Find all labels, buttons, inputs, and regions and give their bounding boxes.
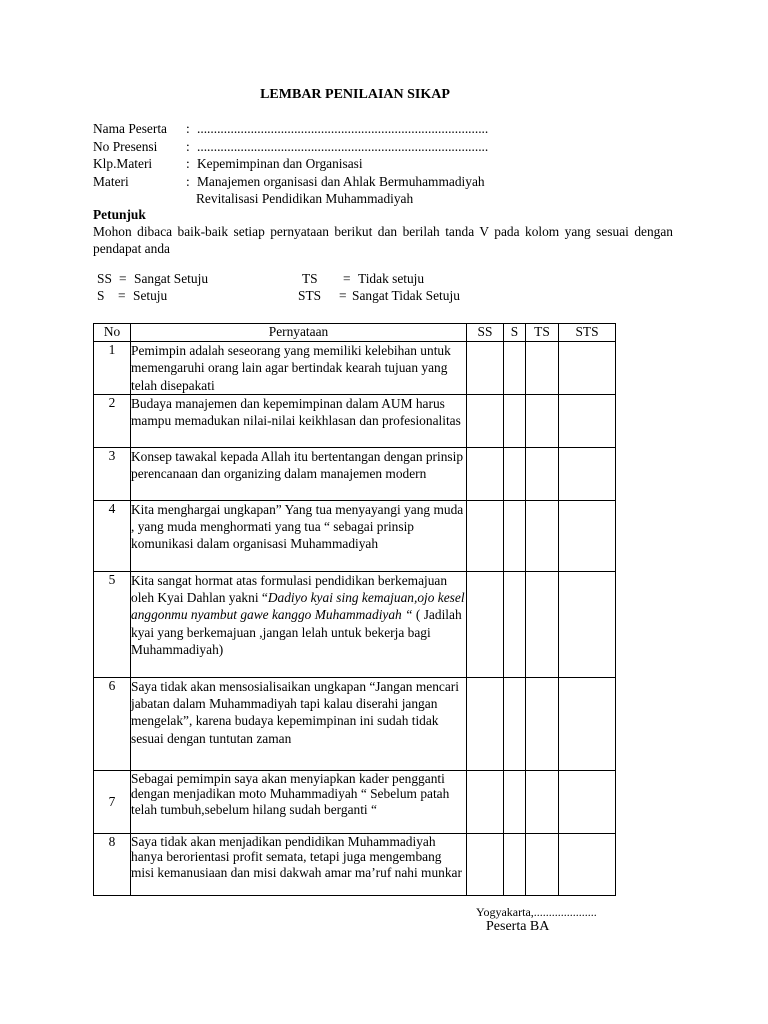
answer-cell-s[interactable]	[504, 770, 526, 833]
nama-peserta-label: Nama Peserta	[93, 121, 167, 136]
row-number: 2	[94, 394, 131, 447]
legend-eq: =	[118, 288, 126, 303]
statement-text-quote: Dadiyo kyai sing kemajuan,ojo kesel anggonmu nyambut gawe kanggo Muhammadiyah “	[131, 590, 465, 623]
answer-cell-s[interactable]	[504, 833, 526, 895]
table-row	[94, 342, 616, 395]
statement-text	[131, 571, 467, 677]
answer-cell-ts[interactable]	[526, 394, 559, 447]
answer-cell-ts[interactable]	[526, 500, 559, 571]
legend-sts-abbr: STS	[298, 288, 322, 303]
klp-materi-label: Klp.Materi	[93, 156, 153, 171]
answer-cell-sts[interactable]	[559, 447, 616, 500]
answer-cell-s[interactable]	[504, 677, 526, 770]
answer-cell-ss[interactable]	[467, 500, 504, 571]
klp-materi-value: Kepemimpinan dan Organisasi	[197, 156, 363, 171]
table-row	[94, 447, 616, 500]
assessment-table	[93, 323, 616, 896]
answer-cell-sts[interactable]	[559, 342, 616, 395]
legend-sts-desc: Sangat Tidak Setuju	[352, 288, 460, 303]
legend-ts-abbr: TS	[302, 271, 318, 286]
materi-label: Materi	[93, 174, 129, 189]
materi-value-line2: Revitalisasi Pendidikan Muhammadiyah	[196, 191, 414, 206]
row-number: 7	[94, 770, 131, 833]
answer-cell-sts[interactable]	[559, 833, 616, 895]
statement-text: Kita menghargai ungkapan” Yang tua menyayangi yang muda , yang muda menghormati yang tua “ sebagai prinsip komunikasi dalam organisasi Muhammadiyah	[131, 500, 467, 571]
signature-role: Peserta BA	[486, 919, 550, 934]
answer-cell-ss[interactable]	[467, 342, 504, 395]
table-row	[94, 571, 616, 677]
header-s: S	[504, 324, 526, 342]
info-colon: :	[186, 156, 190, 171]
no-presensi-label: No Presensi	[93, 139, 158, 154]
answer-cell-ts[interactable]	[526, 770, 559, 833]
header-sts: STS	[559, 324, 616, 342]
legend-ss-abbr: SS	[97, 271, 112, 286]
answer-cell-sts[interactable]	[559, 500, 616, 571]
statement-text-part: Kita sangat hormat atas formulasi pendidikan berkemajuan oleh Kyai Dahlan yakni “	[131, 572, 448, 606]
row-number: 6	[94, 677, 131, 770]
answer-cell-ss[interactable]	[467, 394, 504, 447]
legend-ts-desc: Tidak setuju	[358, 271, 425, 286]
row-number: 5	[94, 571, 131, 677]
row-number: 3	[94, 447, 131, 500]
table-row	[94, 770, 616, 833]
legend-eq: =	[343, 271, 351, 286]
statement-text: Sebagai pemimpin saya akan menyiapkan kader pengganti dengan menjadikan moto Muhammadiyah “ Sebelum patah telah tumbuh,sebelum hilang sudah berganti “	[131, 770, 467, 833]
answer-cell-ss[interactable]	[467, 677, 504, 770]
legend-s-desc: Setuju	[133, 288, 168, 303]
statement-text-part: ( Jadilah kyai yang berkemajuan ,jangan lelah untuk bekerja bagi Muhammadiyah)	[131, 607, 462, 658]
legend-eq: =	[339, 288, 347, 303]
answer-cell-ss[interactable]	[467, 833, 504, 895]
materi-value: Manajemen organisasi dan Ahlak Bermuhammadiyah	[197, 174, 485, 189]
answer-cell-sts[interactable]	[559, 571, 616, 677]
header-ts: TS	[526, 324, 559, 342]
answer-cell-ts[interactable]	[526, 447, 559, 500]
info-colon: :	[186, 174, 190, 189]
statement-text: Saya tidak akan menjadikan pendidikan Muhammadiyah hanya berorientasi profit semata, tetapi juga mengembang misi kemanusiaan dan misi dakwah amar ma’ruf nahi munkar	[131, 833, 467, 895]
header-ss: SS	[467, 324, 504, 342]
answer-cell-s[interactable]	[504, 394, 526, 447]
statement-text: Konsep tawakal kepada Allah itu bertentangan dengan prinsip perencanaan dan organizing dalam manajemen modern	[131, 447, 467, 500]
statement-text: Pemimpin adalah seseorang yang memiliki kelebihan untuk memengaruhi orang lain agar bertindak kearah tujuan yang telah disepakati	[131, 342, 467, 395]
answer-cell-sts[interactable]	[559, 770, 616, 833]
row-number: 4	[94, 500, 131, 571]
answer-cell-ss[interactable]	[467, 571, 504, 677]
answer-cell-s[interactable]	[504, 447, 526, 500]
info-colon: :	[186, 121, 190, 136]
petunjuk-text: Mohon dibaca baik-baik setiap pernyataan berikut dan berilah tanda V pada kolom yang sesuai dengan pendapat anda	[93, 224, 673, 256]
answer-cell-ts[interactable]	[526, 833, 559, 895]
answer-cell-ss[interactable]	[467, 447, 504, 500]
answer-cell-s[interactable]	[504, 571, 526, 677]
legend-s-abbr: S	[97, 288, 105, 303]
statement-text: Budaya manajemen dan kepemimpinan dalam AUM harus mampu memadukan nilai-nilai keikhlasan dan profesionalitas	[131, 394, 467, 447]
answer-cell-sts[interactable]	[559, 394, 616, 447]
row-number: 8	[94, 833, 131, 895]
petunjuk-heading: Petunjuk	[93, 207, 146, 222]
legend-eq: =	[119, 271, 127, 286]
table-row	[94, 677, 616, 770]
header-pernyataan: Pernyataan	[131, 324, 467, 342]
row-number: 1	[94, 342, 131, 395]
answer-cell-ts[interactable]	[526, 677, 559, 770]
table-row	[94, 833, 616, 895]
answer-cell-ts[interactable]	[526, 571, 559, 677]
signature-place-date: Yogyakarta,.....................	[476, 905, 597, 919]
answer-cell-s[interactable]	[504, 342, 526, 395]
answer-cell-ss[interactable]	[467, 770, 504, 833]
statement-text: Saya tidak akan mensosialisaikan ungkapan “Jangan mencari jabatan dalam Muhammadiyah tapi kalau diserahi jangan mengelak”, karena budaya kepemimpinan ini sudah tidak sesuai dengan tuntutan zaman	[131, 677, 467, 770]
answer-cell-sts[interactable]	[559, 677, 616, 770]
no-presensi-field[interactable]: .......................................................................................	[197, 139, 489, 154]
nama-peserta-field[interactable]: .......................................................................................	[197, 121, 489, 136]
header-no: No	[94, 324, 131, 342]
table-header-row	[94, 324, 616, 342]
answer-cell-s[interactable]	[504, 500, 526, 571]
answer-cell-ts[interactable]	[526, 342, 559, 395]
legend-ss-desc: Sangat Setuju	[134, 271, 209, 286]
table-row	[94, 394, 616, 447]
table-row	[94, 500, 616, 571]
document-title: LEMBAR PENILAIAN SIKAP	[260, 87, 450, 102]
info-colon: :	[186, 139, 190, 154]
